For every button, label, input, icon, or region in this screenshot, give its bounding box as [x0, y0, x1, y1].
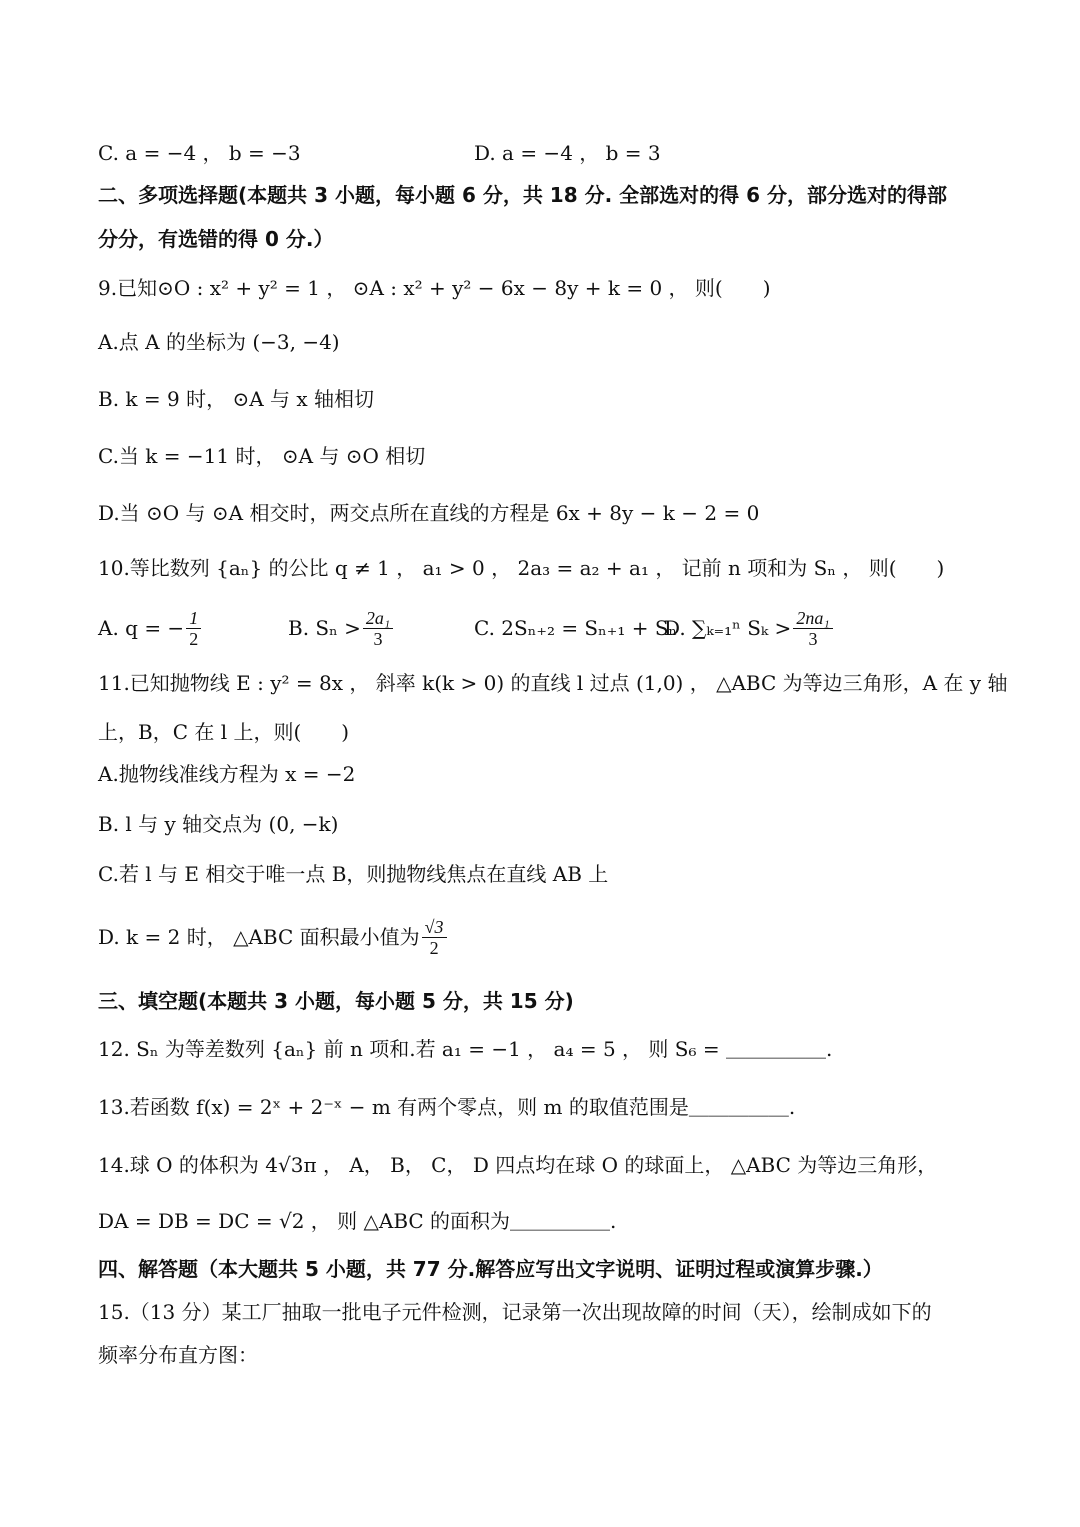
q10-option-b-fraction	[363, 608, 393, 649]
section4-title: 四、解答题（本大题共 5 小题，共 77 分.解答应写出文字说明、证明过程或演算步骤.）	[98, 1257, 883, 1281]
q15-line1: 15.（13 分）某工厂抽取一批电子元件检测，记录第一次出现故障的时间（天），绘制成如下的	[98, 1300, 932, 1324]
q11-option-a: A.抛物线准线方程为 x = −2	[98, 762, 356, 786]
q12-text: 12. Sₙ 为等差数列 {aₙ} 前 n 项和.若 a₁ = −1 ， a₄ = 5 ， 则 S₆ = ＿＿＿＿＿.	[98, 1037, 833, 1061]
q9-option-d: D.当 ⊙O 与 ⊙A 相交时，两交点所在直线的方程是 6x + 8y − k − 2 = 0	[98, 501, 760, 525]
q11-stem-line2: 上，B，C 在 l 上，则( )	[98, 720, 350, 744]
q10-option-a-label: A. q = −	[98, 616, 185, 640]
q11-d-denominator: 2	[429, 937, 439, 958]
q10-a-denominator: 2	[189, 628, 199, 649]
q11-d-numerator: √3	[422, 917, 447, 938]
q11-option-c: C.若 l 与 E 相交于唯一点 B，则抛物线焦点在直线 AB 上	[98, 862, 609, 886]
q10-option-d	[664, 608, 835, 649]
q10-b-denominator: 3	[373, 628, 383, 649]
q9-option-a: A.点 A 的坐标为 (−3, −4)	[98, 330, 340, 354]
q10-stem: 10.等比数列 {aₙ} 的公比 q ≠ 1 ， a₁ > 0 ， 2a₃ = a₂ + a₁ ， 记前 n 项和为 Sₙ ， 则( )	[98, 556, 945, 580]
q10-a-numerator: 1	[186, 608, 201, 629]
q9-option-b: B. k = 9 时， ⊙A 与 x 轴相切	[98, 387, 374, 411]
section2-title-line2: 分分，有选错的得 0 分.）	[98, 227, 334, 251]
q10-option-a-fraction	[186, 608, 201, 649]
q9-stem: 9.已知⊙O : x² + y² = 1 ， ⊙A : x² + y² − 6x − 8y + k = 0 ， 则( )	[98, 276, 771, 300]
q10-d-denominator: 3	[808, 628, 818, 649]
q15-line2: 频率分布直方图：	[98, 1343, 258, 1367]
section2-title-line1: 二、多项选择题(本题共 3 小题，每小题 6 分，共 18 分. 全部选对的得 6 分，部分选对的得部	[98, 183, 947, 207]
q11-stem-line1: 11.已知抛物线 E : y² = 8x ， 斜率 k(k > 0) 的直线 l 过点 (1,0) ， △ABC 为等边三角形，A 在 y 轴	[98, 671, 1008, 695]
q13-text: 13.若函数 f(x) = 2ˣ + 2⁻ˣ − m 有两个零点，则 m 的取值范围是＿＿＿＿＿.	[98, 1095, 796, 1119]
q11-option-b: B. l 与 y 轴交点为 (0, −k)	[98, 812, 339, 836]
q10-option-b	[288, 608, 474, 649]
q10-option-d-label: D. ∑ₖ₌₁ⁿ Sₖ >	[664, 616, 792, 640]
q10-d-numerator: 2na₁	[793, 608, 832, 629]
q8-option-d: D. a = −4 ， b = 3	[474, 141, 661, 165]
q10-options	[98, 603, 835, 653]
q10-b-numerator: 2a₁	[363, 608, 393, 629]
q10-option-d-fraction	[793, 608, 832, 649]
q9-option-c: C.当 k = −11 时， ⊙A 与 ⊙O 相切	[98, 444, 426, 468]
section3-title: 三、填空题(本题共 3 小题，每小题 5 分，共 15 分)	[98, 989, 574, 1013]
q10-option-c: C. 2Sₙ₊₂ = Sₙ₊₁ + Sₙ	[474, 616, 678, 640]
q14-line1: 14.球 O 的体积为 4√3π ， A， B， C， D 四点均在球 O 的球面上， △ABC 为等边三角形，	[98, 1153, 938, 1177]
q11-option-d-label: D. k = 2 时， △ABC 面积最小值为	[98, 925, 420, 949]
q10-option-a	[98, 608, 288, 649]
q8-option-c: C. a = −4 ， b = −3	[98, 141, 301, 165]
q14-line2: DA = DB = DC = √2 ， 则 △ABC 的面积为＿＿＿＿＿.	[98, 1209, 617, 1233]
q11-option-d-fraction	[422, 917, 447, 958]
q11-option-d	[98, 911, 449, 963]
q10-option-b-label: B. Sₙ >	[288, 616, 361, 640]
